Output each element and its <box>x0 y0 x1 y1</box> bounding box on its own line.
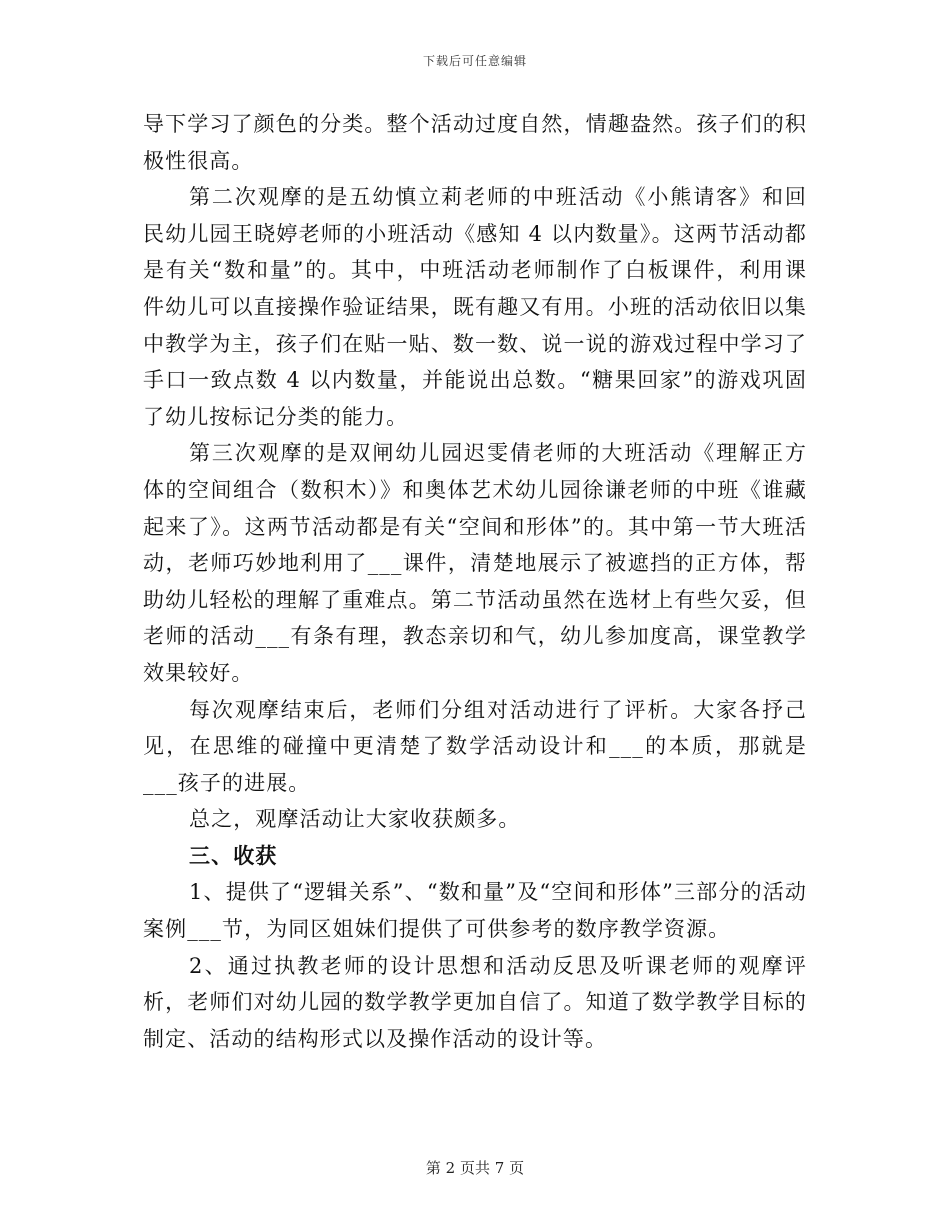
paragraph-continuation: 导下学习了颜色的分类。整个活动过度自然，情趣盎然。孩子们的积极性很高。 <box>143 112 807 173</box>
list-item-harvest-1: 1、提供了“逻辑关系”、“数和量”及“空间和形体”三部分的活动案例___节，为同区姐妹们提供了可供参考的数序教学资源。 <box>143 880 807 942</box>
section-heading-harvest: 三、收获 <box>189 842 278 868</box>
paragraph-evaluation: 每次观摩结束后，老师们分组对活动进行了评析。大家各抒己见，在思维的碰撞中更清楚了数学活动设计和___的本质，那就是___孩子的进展。 <box>143 697 807 795</box>
paragraph-second-observation: 第二次观摩的是五幼慎立莉老师的中班活动《小熊请客》和回民幼儿园王晓婷老师的小班活动《感知 4 以内数量》。这两节活动都是有关“数和量”的。其中，中班活动老师制作了白板课件，利用课件幼儿可以直接操作验证结果，既有趣又有用。小班的活动依旧以集中教学为主，孩子们在贴一贴、数一数、说一说的游戏过程中学习了手口一致点数 4 以内数量，并能说出总数。“糖果回家”的游戏巩固了幼儿按标记分类的能力。 <box>143 185 807 429</box>
page-footer: 第 2 页共 7 页 <box>425 1159 525 1177</box>
list-item-harvest-2: 2、通过执教老师的设计思想和活动反思及听课老师的观摩评析，老师们对幼儿园的数学教学更加自信了。知道了数学教学目标的制定、活动的结构形式以及操作活动的设计等。 <box>143 953 807 1051</box>
page-header: 下载后可任意编辑 <box>422 54 527 68</box>
document-body <box>143 106 807 1057</box>
paragraph-summary: 总之，观摩活动让大家收获颇多。 <box>189 807 521 832</box>
paragraph-third-observation: 第三次观摩的是双闸幼儿园迟雯倩老师的大班活动《理解正方体的空间组合（数积木）》和奥体艺术幼儿园徐谦老师的中班《谁藏起来了》。这两节活动都是有关“空间和形体”的。其中第一节大班活动，老师巧妙地利用了___课件，清楚地展示了被遮挡的正方体，帮助幼儿轻松的理解了重难点。第二节活动虽然在选材上有些欠妥，但老师的活动___有条有理，教态亲切和气，幼儿参加度高，课堂教学效果较好。 <box>143 441 807 685</box>
